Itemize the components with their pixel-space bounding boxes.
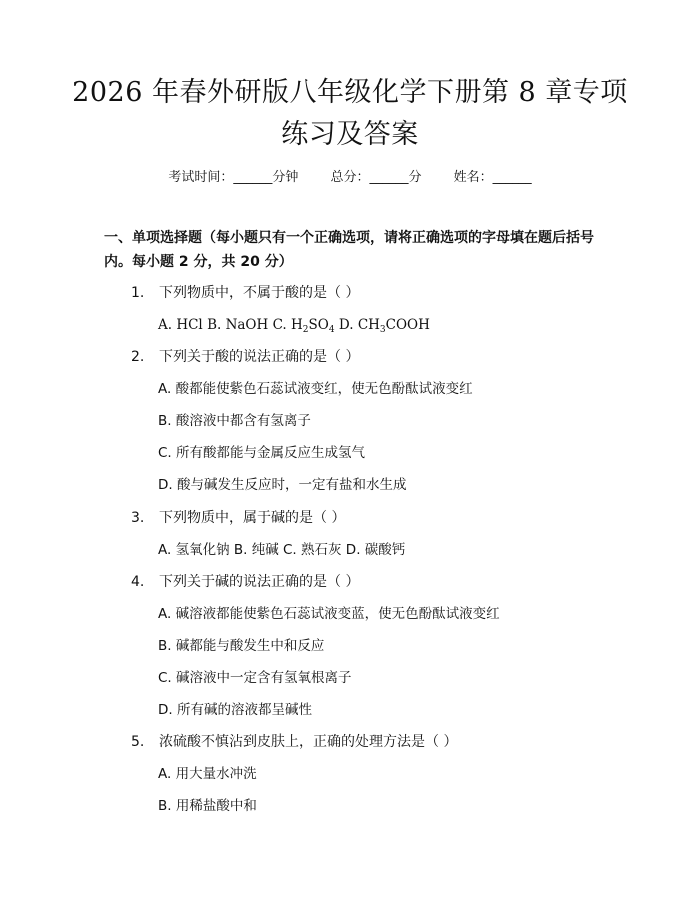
option-a: A. HCl [158, 317, 203, 333]
question-number: 2. [131, 349, 145, 365]
option-b: B. 酸溶液中都含有氢离子 [158, 413, 311, 429]
exam-info-line [0, 166, 700, 185]
total-score-field [330, 166, 421, 185]
question-2 [131, 347, 359, 367]
option-d: D. $CH_3COOH$ [338, 317, 430, 335]
title-line-1: 2026 年春外研版八年级化学下册第 8 章专项 [72, 77, 628, 108]
option-a: A. 用大量水冲洗 [158, 766, 257, 782]
question-number: 5. [131, 734, 145, 750]
question-number: 1. [131, 285, 145, 301]
question-number: 4. [131, 574, 145, 590]
exam-time-field [168, 166, 298, 185]
option-c: C. 碱溶液中一定含有氢氧根离子 [158, 670, 352, 686]
exam-time-blank: ______ [233, 170, 273, 185]
total-score-blank: ______ [369, 170, 409, 185]
question-3-options: A. 氢氧化钠 B. 纯碱 C. 熟石灰 D. 碳酸钙 [158, 542, 406, 558]
question-text: 下列关于碱的说法正确的是（ ） [159, 574, 360, 590]
name-blank: ______ [492, 170, 532, 185]
option-d: D. 所有碱的溶液都呈碱性 [158, 702, 312, 718]
exam-time-unit: 分钟 [272, 170, 299, 185]
exam-time-label: 考试时间： [168, 170, 234, 185]
question-1-options [158, 315, 430, 335]
question-text: 下列物质中，属于碱的是（ ） [159, 510, 346, 526]
option-c: C. 所有酸都能与金属反应生成氢气 [158, 445, 366, 461]
title-line-2: 练习及答案 [281, 119, 419, 150]
option-a: A. 碱溶液都能使紫色石蕊试液变蓝，使无色酚酞试液变红 [158, 606, 500, 622]
question-text: 下列物质中，不属于酸的是（ ） [159, 285, 360, 301]
question-3 [131, 508, 345, 528]
name-label: 姓名： [453, 170, 493, 185]
section-heading: 一、单项选择题（每小题只有一个正确选项，请将正确选项的字母填在题后括号内。每小题 2 分，共 20 分） [104, 230, 594, 270]
option-d: D. 酸与碱发生反应时，一定有盐和水生成 [158, 477, 407, 493]
option-c: C. $H_2SO_4$ [272, 317, 335, 335]
question-number: 3. [131, 510, 145, 526]
name-field [454, 166, 532, 185]
total-score-unit: 分 [408, 170, 422, 185]
option-a: A. 酸都能使紫色石蕊试液变红，使无色酚酞试液变红 [158, 381, 473, 397]
question-1 [131, 283, 359, 303]
question-text: 下列关于酸的说法正确的是（ ） [159, 349, 360, 365]
option-b: B. NaOH [207, 317, 269, 333]
question-5 [131, 732, 457, 752]
option-b: B. 碱都能与酸发生中和反应 [158, 638, 325, 654]
question-text: 浓硫酸不慎沾到皮肤上，正确的处理方法是（ ） [159, 734, 458, 750]
question-4 [131, 572, 359, 592]
total-score-label: 总分： [330, 170, 370, 185]
page-title [60, 72, 640, 156]
option-b: B. 用稀盐酸中和 [158, 798, 257, 814]
